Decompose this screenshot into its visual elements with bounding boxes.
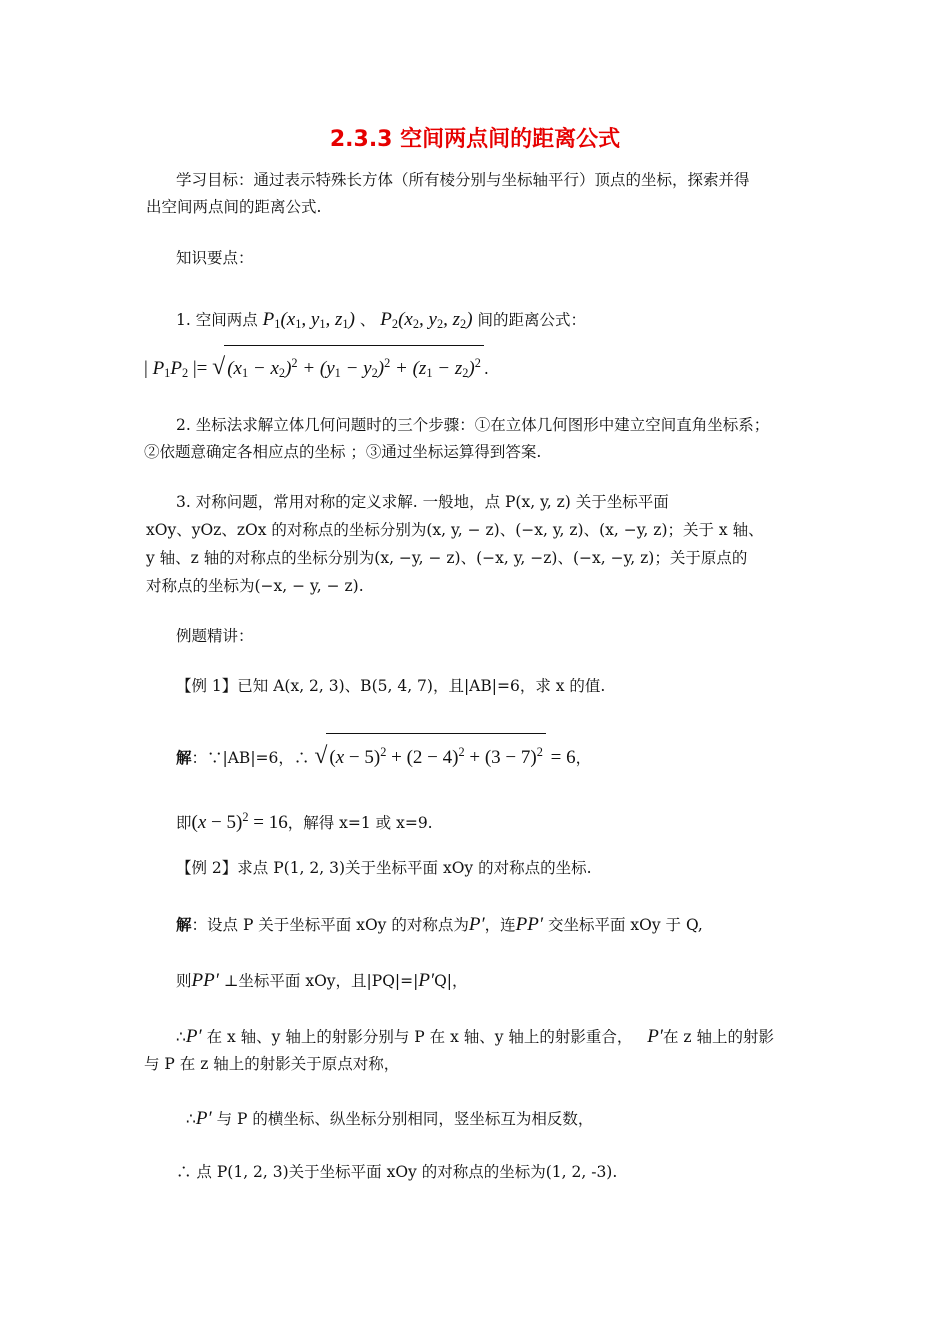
example-2-solution-line-3: ∴P′ 在 x 轴、y 轴上的射影分别与 P 在 x 轴、y 轴上的射影重合， P′在 z 轴上的射影 <box>176 1026 774 1047</box>
page-title: 2.3.3 空间两点间的距离公式 <box>329 127 621 152</box>
formula-p2: $P_2(x_2$, $y_2$, $z_2$) <box>380 309 473 332</box>
example-2-solution-line-1: 解：设点 P 关于坐标平面 xOy 的对称点为P′，连PP′ 交坐标平面 xOy 于 Q, <box>176 914 703 935</box>
example-1-line-2-lead: 即 <box>176 813 192 832</box>
example-2-solution-line-5: ∴P′ 与 P 的横坐标、纵坐标分别相同，竖坐标互为相反数， <box>186 1108 594 1129</box>
example-2-solution-line-2: 则PP′ ⊥坐标平面 xOy，且|PQ|=|P′Q|， <box>176 970 468 991</box>
example-2-solution-line-4: 与 P 在 z 轴上的射影关于原点对称， <box>144 1055 400 1073</box>
formula-p1: $P_1(x_1$, $y_1$, $z_1$) <box>262 309 355 332</box>
knowledge-heading: 知识要点： <box>176 249 254 267</box>
point-3-line-1: 3. 对称问题，常用对称的定义求解. 一般地，点 P(x, y, z) 关于坐标平面 <box>176 493 669 511</box>
example-1-solution-line-2 <box>176 800 433 840</box>
point-2-line-2: ②依题意确定各相应点的坐标 ；③通过坐标运算得到答案. <box>144 443 542 461</box>
example-1-solution-end: ， <box>575 748 592 767</box>
goal-line-1: 学习目标：通过表示特殊长方体（所有棱分别与坐标轴平行）顶点的坐标，探索并得 <box>176 171 750 189</box>
example-2-solution-line-6: ∴ 点 P(1, 2, 3)关于坐标平面 xOy 的对称点的坐标为(1, 2, -3). <box>176 1163 618 1181</box>
point-3-line-3: y 轴、z 轴的对称点的坐标分别为(x, −y, − z)、(−x, y, −z)、(−x, −y, z)；关于原点的 <box>146 549 748 567</box>
point-1-line <box>176 303 586 341</box>
point-1-tail: 间的距离公式： <box>477 311 586 329</box>
point-1-lead: 1. 空间两点 <box>176 311 258 329</box>
solution-label-2: 解 <box>176 915 192 934</box>
example-1-question: 【例 1】已知 A(x, 2, 3)、B(5, 4, 7)，且|AB|=6，求 x 的值. <box>176 677 606 695</box>
examples-heading: 例题精讲： <box>176 627 254 645</box>
example-1-sqrt-formula: √ $(x - 5)^2 + (2 - 4)^2 + (3 - 7)^2 = 6$ <box>314 733 575 776</box>
goal-line-2: 出空间两点间的距离公式. <box>146 198 322 216</box>
solution-label: 解 <box>176 747 192 767</box>
example-1-solution-text: ：∵|AB|=6，∴ <box>191 748 310 767</box>
example-1-equation: $(x - 5)^2 = 16$ <box>191 810 288 833</box>
point-2-line-1: 2. 坐标法求解立体几何问题时的三个步骤：①在立体几何图形中建立空间直角坐标系； <box>176 416 770 434</box>
distance-formula: | $P_1P_2$ |= √ $(x_1 - x_2)^2 + (y_1 - y_2)^2 + (z_1 - z_2)^2$ . <box>144 345 489 390</box>
example-2-question: 【例 2】求点 P(1, 2, 3)关于坐标平面 xOy 的对称点的坐标. <box>176 859 592 877</box>
point-1-sep: 、 <box>359 311 376 329</box>
point-3-line-4: 对称点的坐标为(−x, − y, − z). <box>146 577 364 595</box>
example-1-line-2-tail: ，解得 x=1 或 x=9. <box>287 813 433 832</box>
point-3-line-2: xOy、yOz、zOx 的对称点的坐标分别为(x, y, − z)、(−x, y, z)、(x, −y, z)；关于 x 轴、 <box>146 521 764 539</box>
example-1-solution-line-1 <box>176 733 591 776</box>
